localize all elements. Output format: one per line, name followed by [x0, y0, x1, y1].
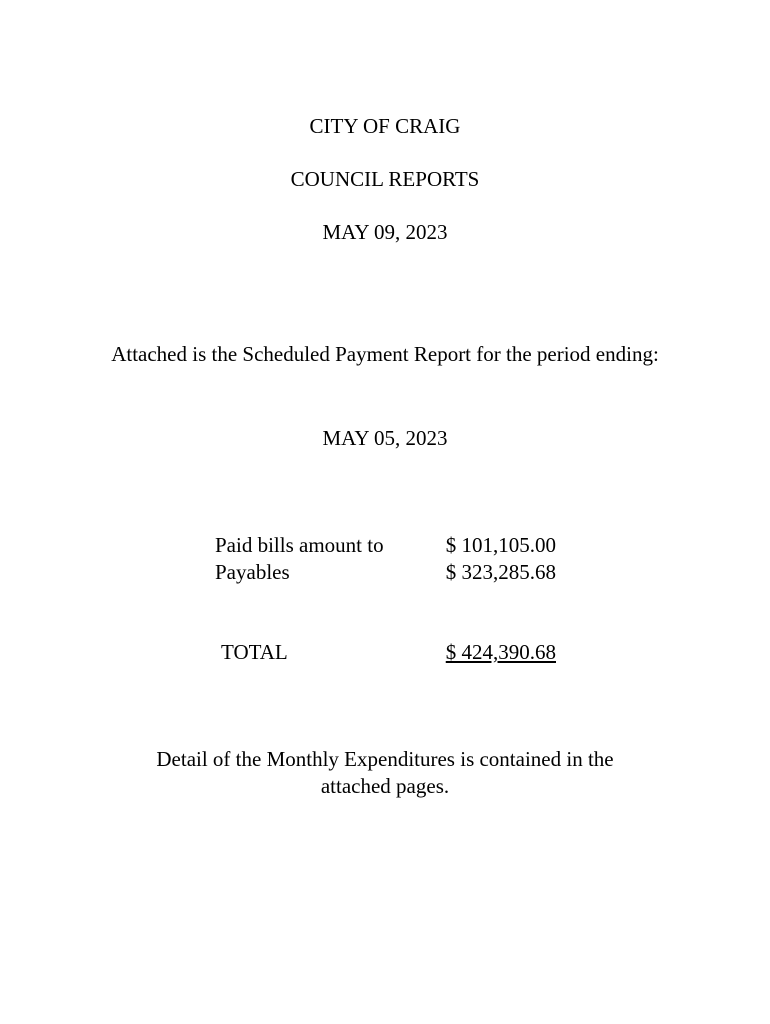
report-title: COUNCIL REPORTS — [290, 167, 480, 191]
total-value: $ 424,390.68 — [445, 640, 556, 664]
city-heading: CITY OF CRAIG — [309, 114, 461, 138]
total-label: TOTAL — [221, 640, 288, 664]
payables-value: $ 323,285.68 — [445, 560, 556, 584]
payables-label: Payables — [215, 560, 290, 584]
report-date: MAY 09, 2023 — [322, 220, 448, 244]
paid-bills-label: Paid bills amount to — [215, 533, 384, 557]
paid-bills-value: $ 101,105.00 — [445, 533, 556, 557]
period-end-date: MAY 05, 2023 — [322, 426, 448, 450]
intro-paragraph: Attached is the Scheduled Payment Report for the period ending: — [111, 342, 659, 366]
footer-paragraph: Detail of the Monthly Expenditures is contained in the attached pages. — [156, 747, 614, 798]
